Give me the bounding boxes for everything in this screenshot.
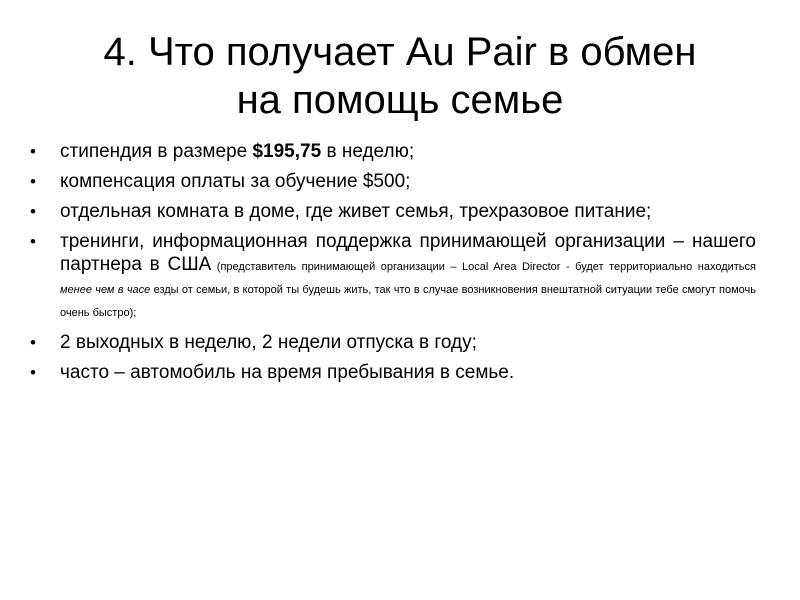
room-text: отдельная комната в доме, где живет семья, трехразовое питание;	[60, 201, 652, 222]
days-off-text: 2 выходных в неделю, 2 недели отпуска в году;	[60, 332, 477, 353]
bullet-item-car	[30, 361, 756, 384]
trainings-note-italic: менее чем в часе	[60, 284, 151, 296]
bullet-icon: •	[30, 363, 36, 382]
stipend-text-post: в неделю;	[321, 141, 415, 162]
education-text: компенсация оплаты за обучение $500;	[60, 171, 411, 192]
trainings-note-post: езды от семьи, в которой ты будешь жить, так что в случае возникновения внештатной ситуации тебе смогут помочь очень быстро);	[60, 284, 757, 319]
bullet-item-days-off	[30, 331, 756, 354]
bullet-item-room	[30, 200, 756, 223]
stipend-amount: $195,75	[252, 141, 322, 162]
bullet-item-stipend	[30, 140, 756, 163]
car-text: часто – автомобиль на время пребывания в семье.	[60, 362, 515, 383]
bullet-icon: •	[30, 232, 36, 251]
slide-title-line-1: 4. Что получает Au Pair в обмен	[103, 30, 697, 74]
bullet-item-education	[30, 170, 756, 193]
bullet-item-trainings	[30, 230, 756, 322]
trainings-note-pre: (представитель принимающей организации – Local Area Director - будет территориально находиться	[211, 261, 756, 273]
bullet-list	[30, 140, 756, 391]
bullet-icon: •	[30, 142, 36, 161]
bullet-icon: •	[30, 172, 36, 191]
slide-title	[40, 28, 760, 124]
trainings-main-text: тренинги, информационная поддержка принимающей организации – нашего партнера в США	[60, 231, 756, 275]
bullet-icon: •	[30, 333, 36, 352]
bullet-icon: •	[30, 202, 36, 221]
slide-title-line-2: на помощь семье	[236, 78, 564, 122]
stipend-text-pre: стипендия в размере	[60, 141, 253, 162]
